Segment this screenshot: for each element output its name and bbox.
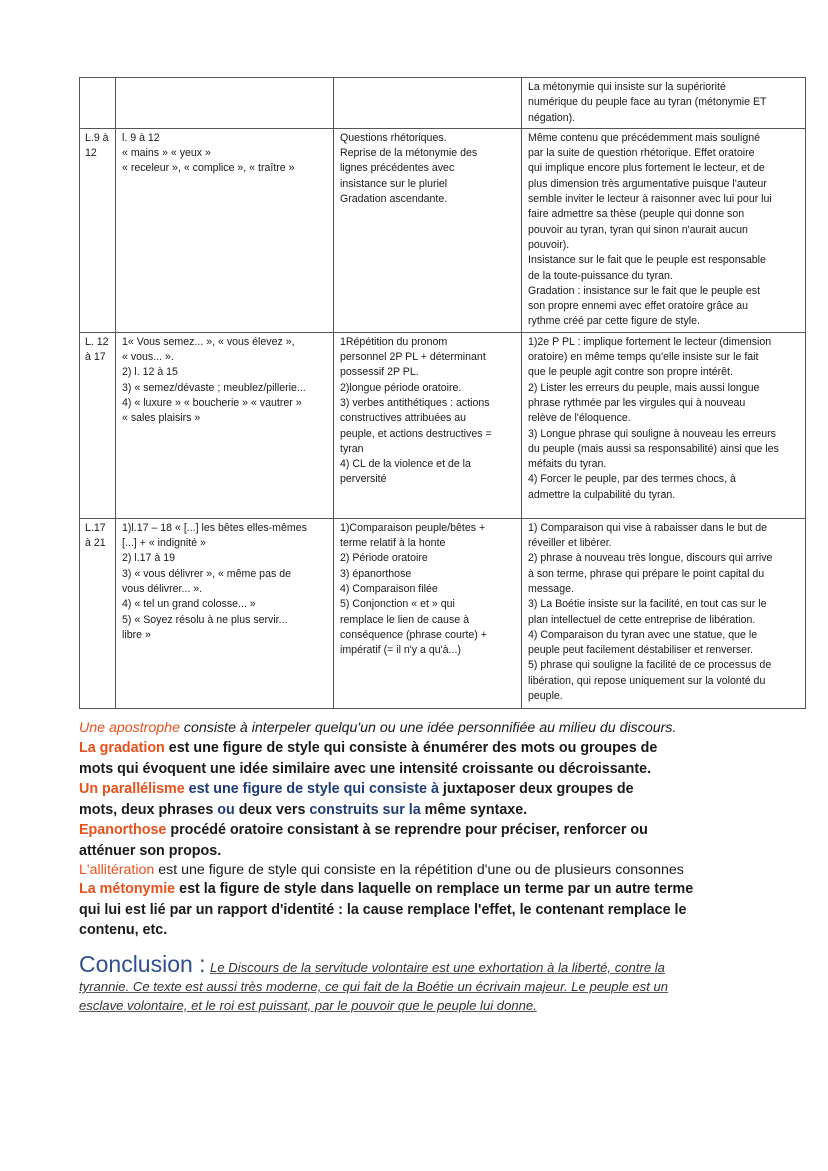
cell-line: qui implique encore plus fortement le lecteur, et de [528, 162, 765, 175]
cell-line: oratoire) en même temps qu'elle insiste sur le fait [528, 351, 759, 364]
cell-line: Insistance sur le fait que le peuple est responsable [528, 254, 766, 267]
table-cell-c2 [116, 518, 334, 708]
cell-line: faire admettre sa thèse (peuple qui donne son [528, 208, 745, 221]
cell-line: impératif (= il n'y a qu'à...) [340, 644, 461, 657]
cell-line: que le peuple agit contre son propre intérêt. [528, 366, 733, 379]
table-cell-c4 [522, 332, 806, 518]
definitions [79, 718, 809, 941]
table-cell-c1 [80, 332, 116, 518]
cell-line: à 17 [85, 351, 106, 364]
cell-line: vous délivrer... ». [122, 582, 203, 595]
cell-line: 2) l. 12 à 15 [122, 366, 178, 379]
cell-line: personnel 2P PL + déterminant [340, 351, 486, 364]
cell-line: rythme créé par cette figure de style. [528, 315, 700, 328]
def-metonymie: La métonymie est la figure de style dans laquelle on remplace un terme par un autre terme qui lui est lié par un rapport d'identité : la cause remplace l'effet, le contenant remplace le contenu, etc. [79, 881, 694, 938]
cell-line: remplace le lien de cause à [340, 613, 469, 626]
cell-line: l. 9 à 12 [122, 131, 160, 144]
cell-line: constructives attribuées au [340, 412, 467, 425]
cell-line: peuple. [528, 690, 563, 703]
cell-line: semble inviter le lecteur à raisonner avec lui pour lui [528, 193, 772, 206]
cell-line: 2) Période oratoire [340, 552, 428, 565]
cell-line: peuple peut facilement déstabiliser et renverser. [528, 644, 753, 657]
cell-line: plan intellectuel de cette entreprise de libération. [528, 613, 756, 626]
conclusion-label: Conclusion : [79, 951, 206, 977]
cell-line: 5) phrase qui souligne la facilité de ce processus de [528, 659, 772, 672]
cell-line: relève de l'éloquence. [528, 412, 631, 425]
def-allitteration: L'allitération est une figure de style qui consiste en la répétition d'une ou de plusieurs consonnes [79, 862, 684, 878]
table-row [80, 518, 806, 708]
cell-line: phrase rythmée par les virgules qui à nouveau [528, 396, 746, 409]
table-cell-c2 [116, 128, 334, 332]
cell-line: 5) Conjonction « et » qui [340, 598, 455, 611]
table-cell-c3 [334, 518, 522, 708]
cell-line: 5) « Soyez résolu à ne plus servir... [122, 613, 288, 626]
cell-line: 1Répétition du pronom [340, 335, 448, 348]
cell-line: 1« Vous semez... », « vous élevez », [122, 335, 295, 348]
cell-line: 3) La Boétie insiste sur la facilité, en tout cas sur le [528, 598, 767, 611]
cell-line: 4) Comparaison filée [340, 582, 438, 595]
table-cell-c4 [522, 518, 806, 708]
table-row [80, 128, 806, 332]
cell-line: du peuple (mais aussi sa responsabilité) ainsi que les [528, 442, 779, 455]
cell-line: tyran [340, 442, 364, 455]
cell-line: 1)Comparaison peuple/bêtes + [340, 521, 486, 534]
cell-line: 3) « semez/dévaste ; meublez/pillerie... [122, 381, 306, 394]
cell-line: plus dimension très argumentative puisque l'auteur [528, 177, 767, 190]
cell-line: Reprise de la métonymie des [340, 147, 478, 160]
cell-line: La métonymie qui insiste sur la supériorité [528, 81, 726, 93]
table-cell-c3 [334, 332, 522, 518]
cell-line: libération, qui repose uniquement sur la volonté du [528, 674, 766, 687]
def-gradation: La gradation est une figure de style qui consiste à énumérer des mots ou groupes de mots qui évoquent une idée similaire avec une intensité croissante ou décroissante. [79, 740, 658, 777]
cell-line: Gradation ascendante. [340, 193, 448, 206]
cell-line: conséquence (phrase courte) + [340, 628, 487, 641]
def-parallelisme: Un parallélisme est une figure de style qui consiste à juxtaposer deux groupes de mots, deux phrases ou deux vers construits sur la même syntaxe. [79, 781, 634, 818]
cell-line: insistance sur le pluriel [340, 177, 448, 190]
analysis-table [79, 77, 806, 709]
cell-line: L. 12 [85, 335, 109, 348]
cell-line: son propre ennemi avec effet oratoire grâce au [528, 300, 749, 313]
conclusion-line-2: tyrannie. Ce texte est aussi très moderne, ce qui fait de la Boétie un écrivain majeur. Le peuple est un [79, 979, 669, 994]
cell-line: Questions rhétoriques. [340, 131, 447, 144]
cell-line: 2) Lister les erreurs du peuple, mais aussi longue [528, 381, 760, 394]
cell-line: 1) Comparaison qui vise à rabaisser dans le but de [528, 521, 768, 534]
table-cell-c4 [522, 78, 806, 129]
cell-line: négation). [528, 111, 576, 124]
table-cell-c1 [80, 78, 116, 129]
table-cell-c3 [334, 128, 522, 332]
cell-line: à son terme, phrase qui prépare le point capital du [528, 567, 765, 580]
cell-line: pouvoir). [528, 238, 570, 251]
cell-line: 4) « tel un grand colosse... » [122, 598, 256, 611]
cell-line: libre » [122, 628, 151, 641]
cell-line: Gradation : insistance sur le fait que le peuple est [528, 284, 761, 297]
table-cell-c4 [522, 128, 806, 332]
cell-line: L.17 [85, 521, 106, 534]
cell-line: de la toute-puissance du tyran. [528, 269, 673, 282]
table-row [80, 332, 806, 518]
conclusion-line-3: esclave volontaire, et le roi est puissant, par le pouvoir que le peuple lui donne. [79, 997, 537, 1013]
cell-line: possessif 2P PL. [340, 366, 419, 379]
cell-line: peuple, et actions destructives = [340, 427, 492, 440]
cell-line: 1)l.17 – 18 « [...] les bêtes elles-mêmes [122, 521, 307, 534]
cell-line: 2) phrase à nouveau très longue, discours qui arrive [528, 552, 773, 565]
cell-line: [...] + « indignité » [122, 537, 206, 550]
table-cell-c2 [116, 332, 334, 518]
cell-line: 3) « vous délivrer », « même pas de [122, 567, 291, 580]
cell-line: 4) Comparaison du tyran avec une statue, que le [528, 628, 758, 641]
cell-line: 2) l.17 à 19 [122, 552, 176, 565]
cell-line: « mains » « yeux » [122, 147, 211, 160]
table-cell-c1 [80, 518, 116, 708]
cell-line: « receleur », « complice », « traître » [122, 162, 295, 175]
cell-line: numérique du peuple face au tyran (métonymie ET [528, 96, 767, 109]
table-cell-c2 [116, 78, 334, 129]
cell-line: admettre la culpabilité du tyran. [528, 488, 676, 501]
def-apostrophe: Une apostrophe consiste à interpeler quelqu'un ou une idée personnifiée au milieu du discours. [79, 720, 677, 736]
cell-line: 4) Forcer le peuple, par des termes chocs, à [528, 473, 736, 486]
cell-line: 1)2e P PL : implique fortement le lecteur (dimension [528, 335, 772, 348]
conclusion [79, 951, 759, 1015]
table-cell-c1 [80, 128, 116, 332]
cell-line: « vous... ». [122, 351, 174, 364]
cell-line: Même contenu que précédemment mais souligné [528, 131, 761, 144]
cell-line: 12 [85, 147, 97, 160]
cell-line: par la suite de question rhétorique. Effet oratoire [528, 147, 755, 160]
cell-line: méfaits du tyran. [528, 458, 607, 471]
cell-line: L.9 à [85, 131, 109, 144]
cell-line: perversité [340, 473, 387, 486]
cell-line: 4) « luxure » « boucherie » « vautrer » [122, 396, 302, 409]
table-cell-c3 [334, 78, 522, 129]
cell-line: 3) épanorthose [340, 567, 412, 580]
table-row [80, 78, 806, 129]
cell-line: à 21 [85, 537, 106, 550]
cell-line: réveiller et libérer. [528, 537, 612, 550]
cell-line: 2)longue période oratoire. [340, 381, 462, 394]
def-epanorthose: Epanorthose procédé oratoire consistant à se reprendre pour préciser, renforcer ou atténuer son propos. [79, 822, 648, 859]
cell-line: 3) verbes antithétiques : actions [340, 396, 490, 409]
cell-line: « sales plaisirs » [122, 412, 201, 425]
cell-line: 3) Longue phrase qui souligne à nouveau les erreurs [528, 427, 776, 440]
cell-line: terme relatif à la honte [340, 537, 446, 550]
conclusion-line-1: Le Discours de la servitude volontaire est une exhortation à la liberté, contre la [210, 960, 665, 975]
cell-line: lignes précédentes avec [340, 162, 455, 175]
cell-line: 4) CL de la violence et de la [340, 458, 471, 471]
cell-line: pouvoir au tyran, tyran qui sinon n'aurait aucun [528, 223, 748, 236]
cell-line: message. [528, 582, 574, 595]
